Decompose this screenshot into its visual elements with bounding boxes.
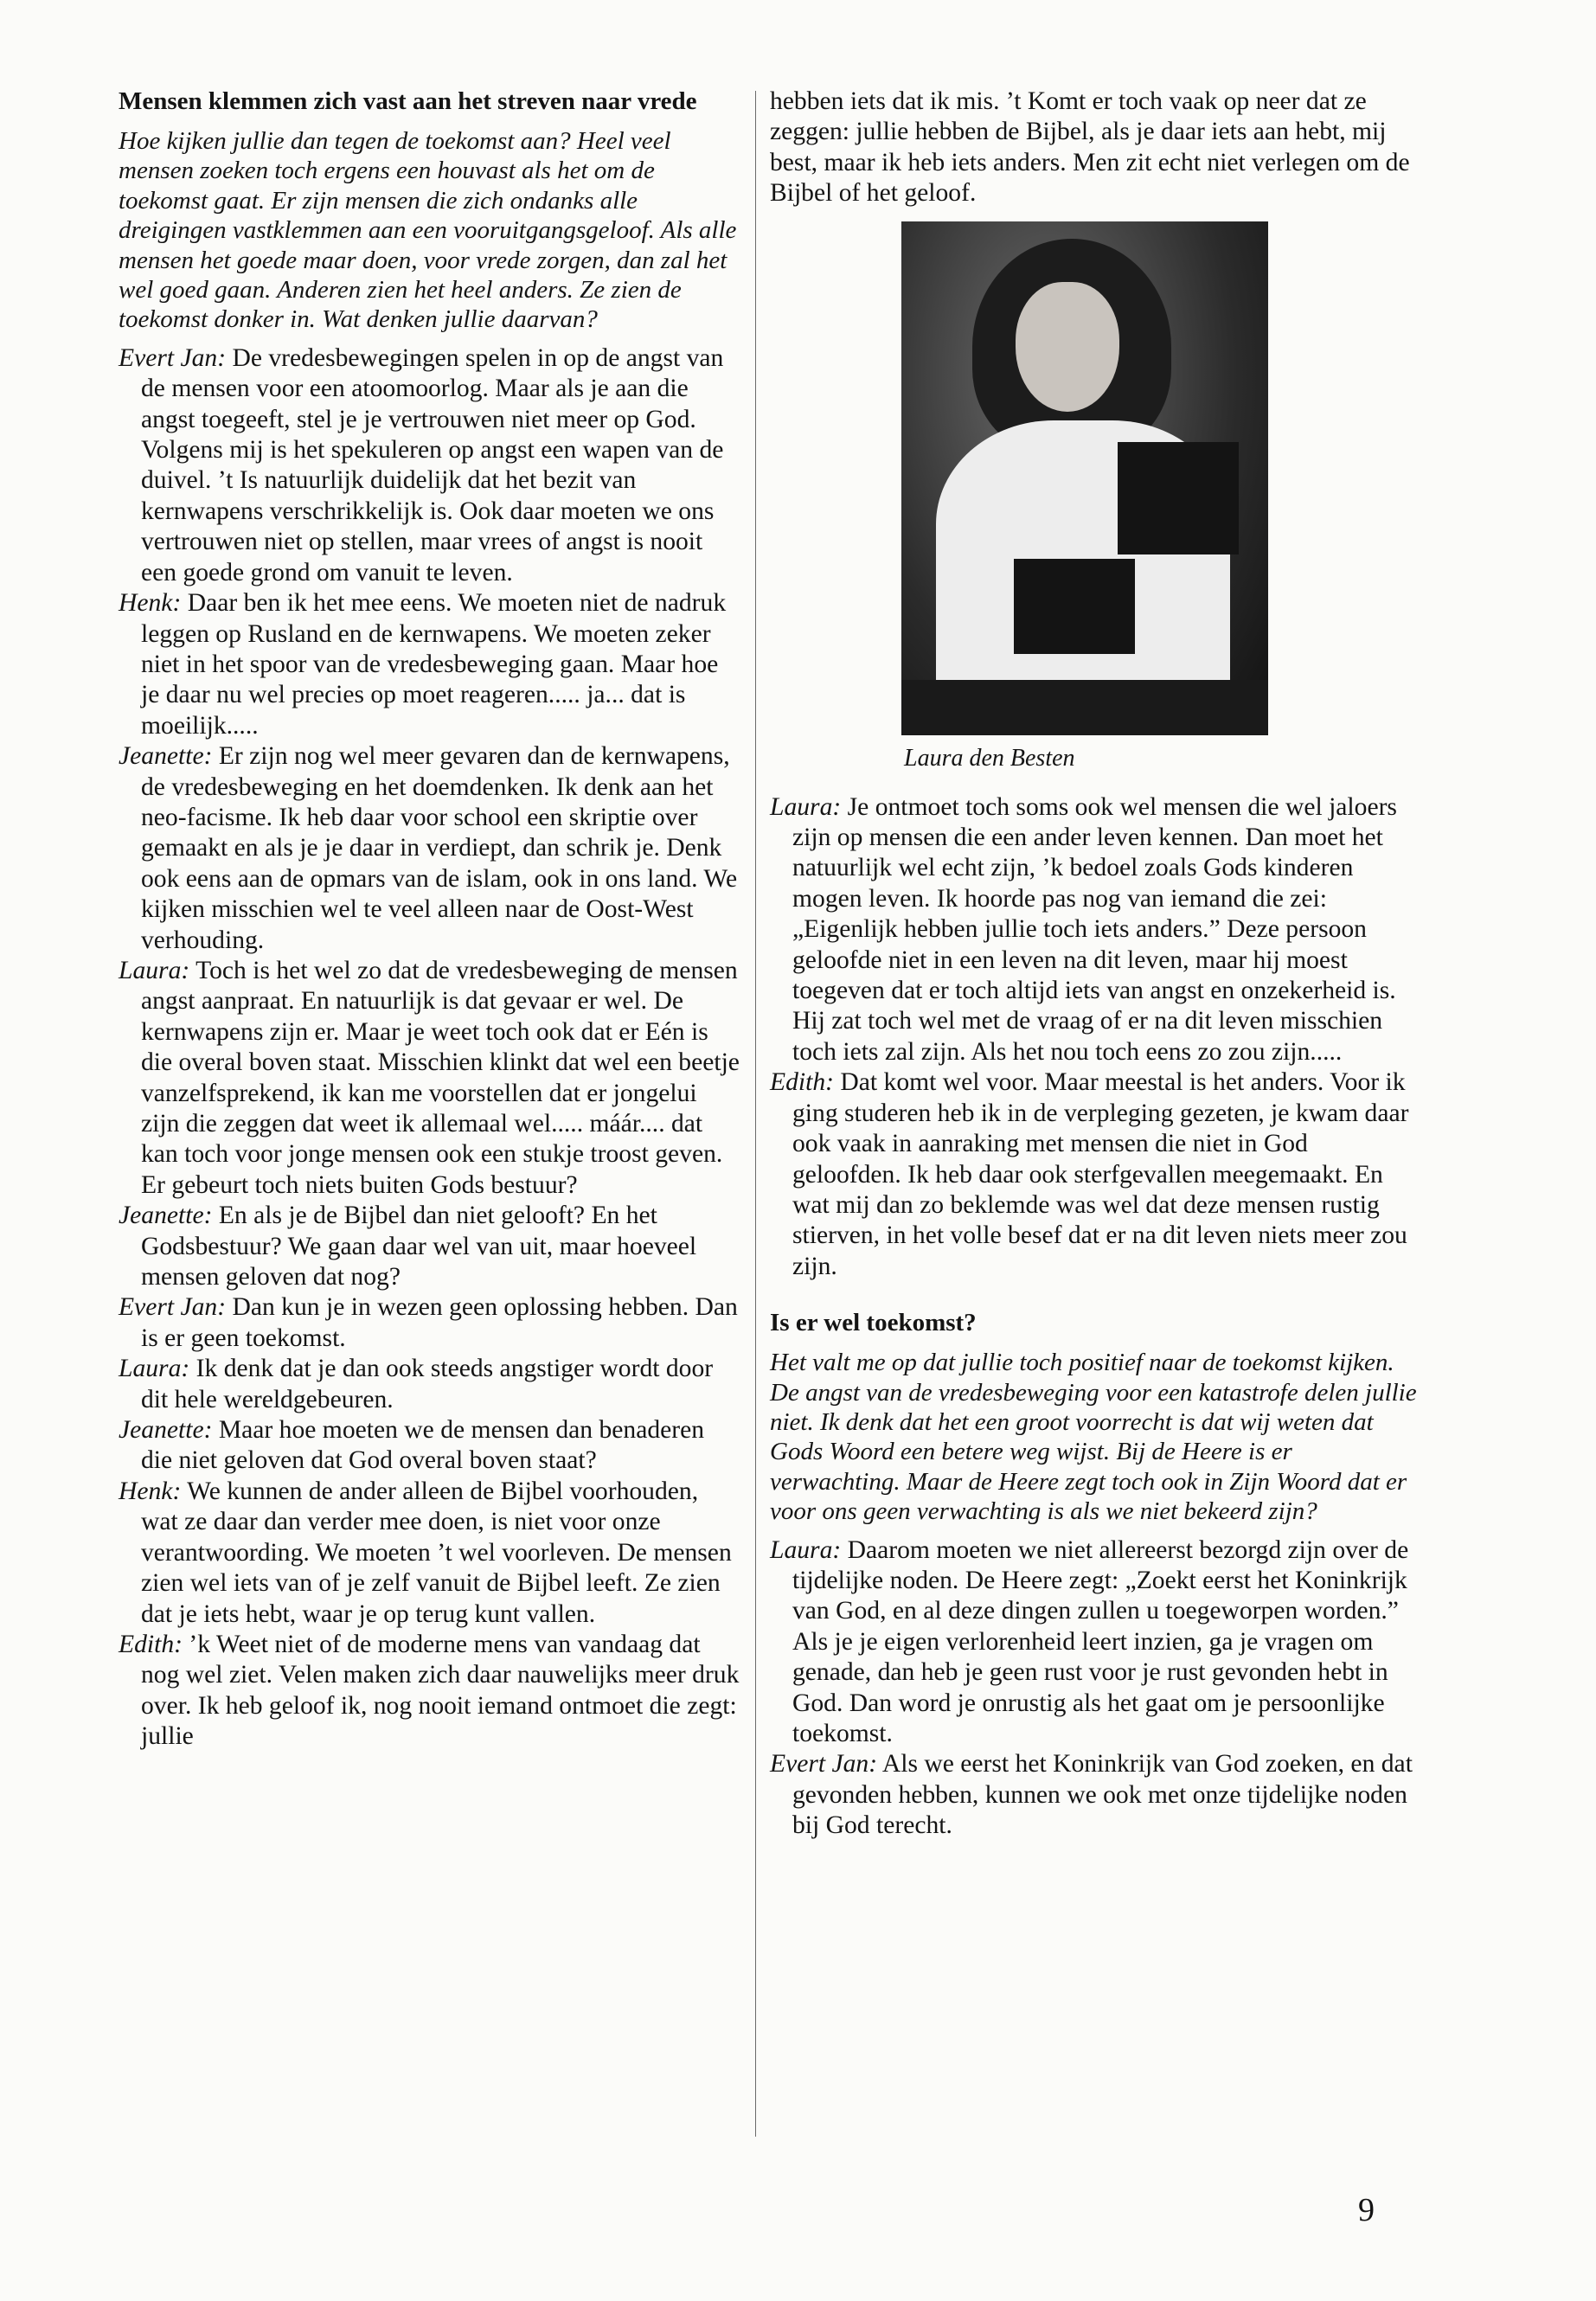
- interviewer-question: Hoe kijken jullie dan tegen de toekomst aan? Heel veel mensen zoeken toch ergens een houvast als het om de toekomst gaat. Er zijn mensen die zich ondanks alle dreigingen vastklemmen aan een vooruitgangsgeloof. Als alle mensen het goede maar doen, voor vrede zorgen, dan zal het wel goed gaan. Anderen zien het heel anders. Ze zien de toekomst donker in. Wat denken jullie daarvan?: [119, 127, 737, 334]
- dialogue-entry: [119, 1354, 741, 1415]
- speaker-name: Evert Jan:: [119, 343, 227, 372]
- speaker-text: De vredesbewegingen spelen in op de angst van de mensen voor een atoomoorlog. Maar als je aan die angst toegeeft, stel je je vertrouwen niet meer op God. Volgens mij is het spekuleren op angst een wapen van de duivel. ’t Is natuurlijk duidelijk dat het bezit van kernwapens verschrikkelijk is. Ook daar moeten we ons vertrouwen niet op stellen, maar vrees of angst is nooit een goede grond om vanuit te leven.: [141, 343, 724, 586]
- speaker-name: Jeanette:: [119, 1416, 213, 1445]
- continued-text: hebben iets dat ik mis. ’t Komt er toch vaak op neer dat ze zeggen: jullie hebben de Bijbel, als je daar iets aan hebt, mij best, maar ik heb iets anders. Men zit echt niet verlegen om de Bijbel of het geloof.: [770, 87, 1410, 208]
- dialogue-entry: [119, 343, 741, 588]
- dialogue-entry: [770, 1749, 1419, 1841]
- page-number: 9: [1358, 2192, 1375, 2228]
- dialogue-list: [770, 1535, 1419, 1842]
- interviewer-question-2: Het valt me op dat jullie toch positief naar de toekomst kijken. De angst van de vredesbeweging voor een katastrofe delen jullie niet. Ik denk dat het een groot voorrecht is dat wij weten dat Gods Woord een betere weg wijst. Bij de Heere is er verwachting. Maar de Heere zegt toch ook in Zijn Woord dat er voor ons geen verwachting is als we niet bekeerd zijn?: [770, 1349, 1417, 1526]
- speaker-text: Dat komt wel voor. Maar meestal is het anders. Voor ik ging studeren heb ik in de verpleging gezeten, je kwam daar ook vaak in aanraking met mensen die niet in God geloofden. Ik heb daar ook sterfgevallen meegemaakt. En wat mij dan zo beklemde was wel dat deze mensen rustig stierven, in het volle besef dat er na dit leven niets meer zou zijn.: [792, 1068, 1409, 1280]
- dialogue-entry: [119, 956, 741, 1201]
- speaker-text: Daar ben ik het mee eens. We moeten niet de nadruk leggen op Rusland en de kernwapens. We moeten zeker niet in het spoor van de vredesbeweging gaan. Maar hoe je daar nu wel precies op moet reageren..... ja... dat is moeilijk.....: [141, 589, 727, 740]
- section-heading: Mensen klemmen zich vast aan het streven naar vrede: [119, 87, 697, 115]
- speaker-text: Toch is het wel zo dat de vredesbeweging de mensen angst aanpraat. En natuurlijk is dat gevaar er wel. De kernwapens zijn er. Maar je weet toch ook dat er Eén is die overal boven staat. Misschien klinkt dat wel een beetje vanzelfsprekend, ik kan me voorstellen dat er jongelui zijn die zeggen dat weet ik allemaal wel..... máár.... dat kan toch voor jonge mensen ook een stukje troost geven. Er gebeurt toch niets buiten Gods bestuur?: [141, 956, 740, 1199]
- speaker-name: Laura:: [770, 1535, 842, 1564]
- speaker-text: Dan kun je in wezen geen oplossing hebben. Dan is er geen toekomst.: [141, 1293, 738, 1352]
- dialogue-list: [770, 792, 1419, 1283]
- portrait-photo: [901, 221, 1268, 735]
- section-heading-2: Is er wel toekomst?: [770, 1309, 977, 1337]
- left-column: [119, 87, 741, 1753]
- speaker-name: Henk:: [119, 589, 182, 618]
- speaker-name: Henk:: [119, 1477, 182, 1505]
- dialogue-entry: [119, 1201, 741, 1292]
- speaker-text: Als we eerst het Koninkrijk van God zoeken, en dat gevonden hebben, kunnen we ook met onze tijdelijke noden bij God terecht.: [792, 1750, 1413, 1840]
- photo-caption: Laura den Besten: [904, 744, 1075, 772]
- speaker-name: Laura:: [770, 792, 842, 821]
- speaker-text: Je ontmoet toch soms ook wel mensen die wel jaloers zijn op mensen die een ander leven kennen. Dan moet het natuurlijk wel echt zijn, ’k bedoel zoals Gods kinderen mogen leven. Ik hoorde pas nog van iemand die zei: „Eigenlijk hebben jullie toch iets anders.” Deze persoon geloofde niet in een leven na dit leven, maar hij moest toegeven dat er toch altijd iets van angst en onzekerheid is. Hij zat toch wel met de vraag of er na dit leven misschien toch iets zal zijn. Als het nou toch eens zo zou zijn.....: [792, 792, 1397, 1066]
- speaker-text: Daarom moeten we niet allereerst bezorgd zijn over de tijdelijke noden. De Heere zegt: „Zoekt eerst het Koninkrijk van God, en al deze dingen zullen u toegeworpen worden.” Als je je eigen verlorenheid leert inzien, ga je vragen om genade, dan heb je geen rust voor je rust gevonden hebt in God. Dan word je onrustig als het gaat om je persoonlijke toekomst.: [792, 1535, 1409, 1747]
- column-divider: [755, 91, 756, 2137]
- speaker-name: Jeanette:: [119, 1202, 213, 1230]
- speaker-text: Maar hoe moeten we de mensen dan benaderen die niet geloven dat God overal boven staat?: [141, 1416, 705, 1475]
- speaker-name: Evert Jan:: [119, 1293, 227, 1322]
- speaker-text: We kunnen de ander alleen de Bijbel voorhouden, wat ze daar dan verder mee doen, is niet voor onze verantwoording. We moeten ’t wel voorleven. De mensen zien wel iets van of je zelf vanuit de Bijbel leeft. Ze zien dat je iets hebt, waar je op terug kunt vallen.: [141, 1477, 732, 1628]
- speaker-text: Er zijn nog wel meer gevaren dan de kernwapens, de vredesbeweging en het doemdenken. Ik denk aan het neo-facisme. Ik heb daar voor school een skriptie over gemaakt en als je je daar in verdiept, dan schrik je. Denk ook eens aan de opmars van de islam, ook in ons land. We kijken misschien wel te veel alleen naar de Oost-West verhouding.: [141, 742, 738, 954]
- dialogue-entry: [770, 1535, 1419, 1750]
- speaker-name: Laura:: [119, 956, 190, 984]
- speaker-text: En als je de Bijbel dan niet gelooft? En het Godsbestuur? We gaan daar wel van uit, maar hoeveel mensen geloven dat nog?: [141, 1202, 697, 1292]
- speaker-text: Ik denk dat je dan ook steeds angstiger wordt door dit hele wereldgebeuren.: [141, 1355, 714, 1413]
- speaker-name: Edith:: [119, 1630, 183, 1658]
- speaker-name: Laura:: [119, 1355, 190, 1383]
- dialogue-entry: [770, 1067, 1419, 1282]
- dialogue-entry: [119, 1415, 741, 1477]
- dialogue-entry: [119, 741, 741, 956]
- speaker-name: Jeanette:: [119, 742, 213, 771]
- dialogue-entry: [119, 1292, 741, 1354]
- speaker-text: ’k Weet niet of de moderne mens van vandaag dat nog wel ziet. Velen maken zich daar nauwelijks meer druk over. Ik heb geloof ik, nog nooit iemand ontmoet die zegt: jullie: [141, 1630, 740, 1751]
- dialogue-list: [119, 343, 741, 1753]
- dialogue-entry: [119, 588, 741, 741]
- right-column: [770, 87, 1419, 1842]
- dialogue-entry: [119, 1630, 741, 1753]
- dialogue-entry: [119, 1477, 741, 1630]
- dialogue-entry: [770, 792, 1419, 1068]
- speaker-name: Edith:: [770, 1068, 834, 1097]
- speaker-name: Evert Jan:: [770, 1750, 878, 1779]
